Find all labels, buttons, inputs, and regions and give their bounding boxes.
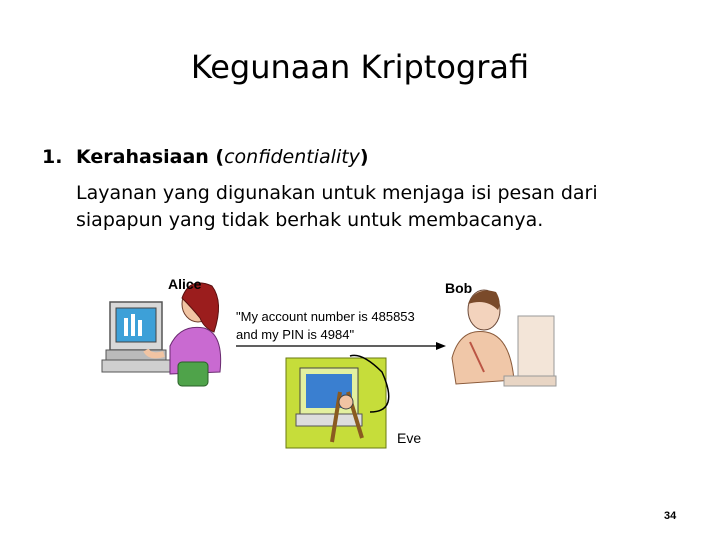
message-arrow-head (436, 342, 446, 350)
intercepted-message (236, 308, 415, 344)
point-heading-text (76, 146, 369, 168)
point-heading (42, 146, 369, 168)
alice-computer-icon (102, 302, 172, 372)
slide-title: Kegunaan Kriptografi (190, 48, 530, 86)
bob-label: Bob (445, 280, 473, 296)
message-line-2: and my PIN is 4984" (236, 327, 355, 342)
heading-term: confidentiality (224, 146, 360, 168)
eve-computer-icon (286, 355, 389, 448)
heading-suffix: ) (359, 146, 369, 168)
point-number: 1. (42, 146, 63, 168)
illustration-drawing (100, 262, 560, 462)
message-line-1: "My account number is 485853 (236, 309, 415, 324)
bob-person-icon (452, 290, 556, 386)
alice-bob-eve-illustration (100, 262, 560, 462)
heading-prefix: Kerahasiaan ( (76, 146, 225, 168)
page-number: 34 (664, 510, 677, 522)
alice-label: Alice (168, 276, 202, 292)
eve-label: Eve (397, 430, 422, 446)
point-description: Layanan yang digunakan untuk menjaga isi pesan dari siapapun yang tidak berhak untuk membacanya. (76, 182, 598, 231)
